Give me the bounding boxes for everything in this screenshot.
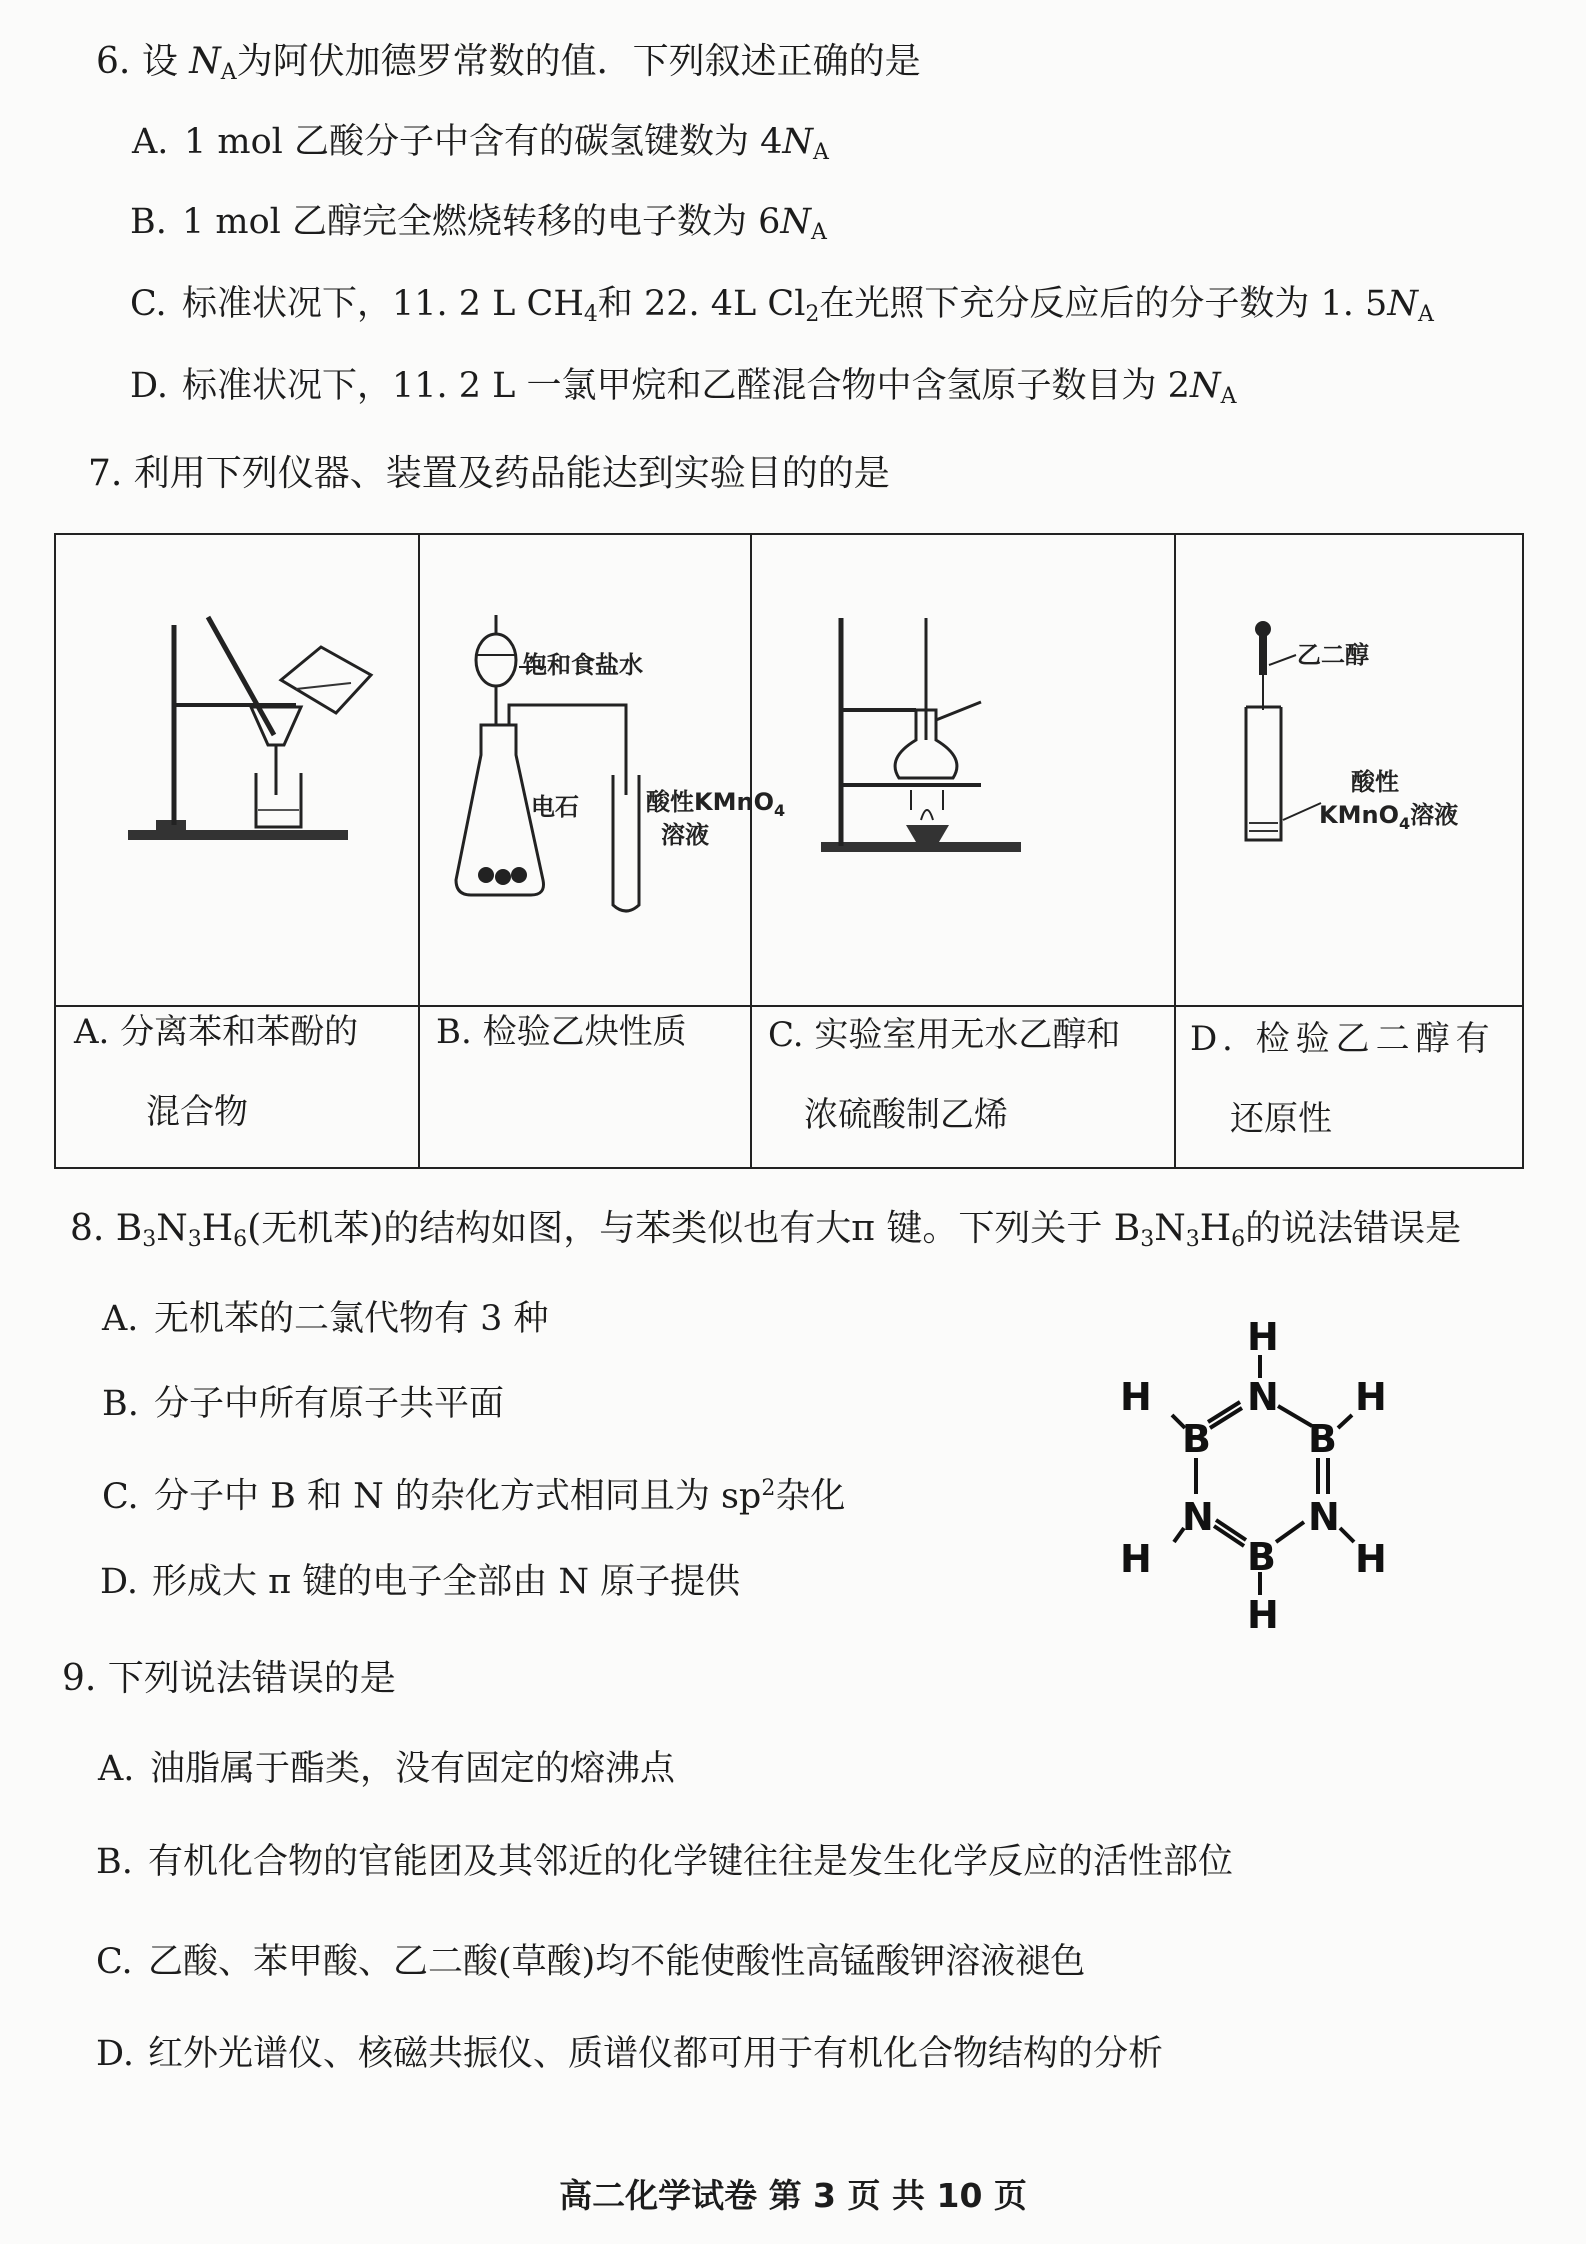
- apparatus-table: [54, 533, 1524, 1169]
- svg-text:N: N: [1247, 1375, 1279, 1419]
- svg-text:乙二醇: 乙二醇: [1297, 641, 1369, 669]
- option-c-caption: C. 实验室用无水乙醇和 浓硫酸制乙烯: [768, 1015, 1121, 1135]
- page-footer: 高二化学试卷 第 3 页 共 10 页: [559, 2176, 1027, 2215]
- q6-option-c: C. 标准状况下，11. 2 L $CH_4$和 22. 4L $Cl_2$在光照下充分反应后的分子数为 1. $5N_A$: [130, 284, 1434, 327]
- q6-option-b: B. 1 mol 乙醇完全燃烧转移的电子数为 $6N_A$: [130, 202, 827, 245]
- borazine-structure: [1090, 1310, 1430, 1640]
- question-9-stem: 9. 下列说法错误的是: [62, 1658, 396, 1699]
- question-6-stem: 6. 设 $N_A$为阿伏加德罗常数的值．下列叙述正确的是: [96, 41, 921, 85]
- svg-text:电石: 电石: [531, 793, 579, 821]
- q6-option-d: D. 标准状况下，11. 2 L 一氯甲烷和乙醛混合物中含氢原子数目为 $2N_A$: [130, 366, 1237, 409]
- svg-text:B: B: [1182, 1417, 1211, 1461]
- svg-text:H: H: [1247, 1593, 1279, 1637]
- svg-text:H: H: [1247, 1315, 1279, 1359]
- ethylene-apparatus-drawing: [821, 610, 1101, 870]
- svg-text:B: B: [1247, 1535, 1276, 1579]
- svg-text:H: H: [1120, 1375, 1152, 1419]
- svg-text:H: H: [1120, 1537, 1152, 1581]
- acetylene-apparatus-drawing: [451, 595, 786, 915]
- q6-option-a: A. 1 mol 乙酸分子中含有的碳氢键数为 $4N_A$: [132, 122, 829, 165]
- q9-option-d: D. 红外光谱仪、核磁共振仪、质谱仪都可用于有机化合物结构的分析: [96, 2034, 1164, 2074]
- filtration-apparatus-drawing: [116, 605, 376, 865]
- svg-text:KMnO4溶液: KMnO$_4$溶液: [1319, 801, 1459, 833]
- svg-text:溶液: 溶液: [661, 821, 709, 849]
- question-7-stem: 7. 利用下列仪器、装置及药品能达到实验目的的是: [88, 453, 890, 494]
- question-8-stem: 8. $B_3N_3H_6$(无机苯)的结构如图，与苯类似也有大π 键。下列关于 $B_3N_3H_6$的说法错误是: [70, 1208, 1462, 1252]
- option-d-caption: D. 检验乙二醇有 还原性: [1190, 1019, 1496, 1139]
- svg-text:酸性: 酸性: [1351, 768, 1399, 796]
- q8-option-d: D. 形成大 π 键的电子全部由 N 原子提供: [100, 1562, 741, 1602]
- svg-text:H: H: [1355, 1375, 1387, 1419]
- q9-option-a: A. 油脂属于酯类，没有固定的熔沸点: [98, 1749, 676, 1789]
- svg-text:饱和食盐水: 饱和食盐水: [523, 651, 643, 679]
- q8-option-c: C. 分子中 B 和 N 的杂化方式相同且为 $sp^2$杂化: [102, 1476, 846, 1517]
- glycol-test-drawing: [1221, 615, 1521, 875]
- svg-text:N: N: [1308, 1495, 1340, 1539]
- option-b-caption: B. 检验乙炔性质: [436, 1012, 687, 1052]
- svg-text:酸性KMnO4: 酸性KMnO$_4$: [646, 788, 786, 820]
- q9-option-b: B. 有机化合物的官能团及其邻近的化学键往往是发生化学反应的活性部位: [96, 1842, 1234, 1882]
- svg-text:B: B: [1308, 1417, 1337, 1461]
- svg-text:H: H: [1355, 1537, 1387, 1581]
- svg-text:N: N: [1182, 1495, 1214, 1539]
- q8-option-a: A. 无机苯的二氯代物有 3 种: [102, 1299, 549, 1339]
- q8-option-b: B. 分子中所有原子共平面: [102, 1384, 505, 1424]
- option-a-caption: A. 分离苯和苯酚的 混合物: [74, 1012, 359, 1132]
- q9-option-c: C. 乙酸、苯甲酸、乙二酸(草酸)均不能使酸性高锰酸钾溶液褪色: [96, 1942, 1086, 1982]
